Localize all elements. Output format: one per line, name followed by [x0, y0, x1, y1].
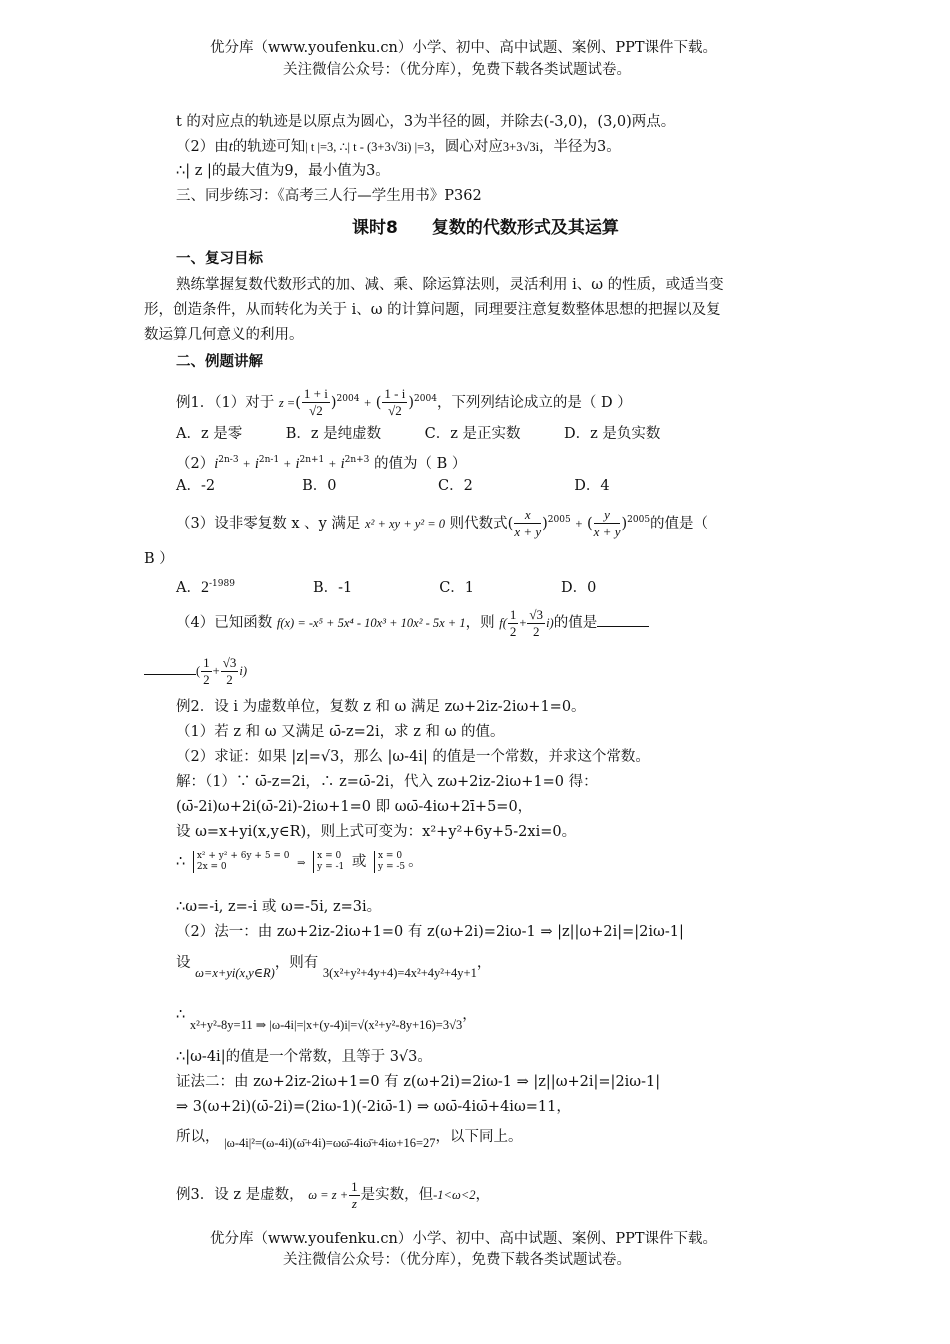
section-heading: 二、例题讲解	[176, 354, 263, 370]
text-fragment: ∴	[176, 854, 186, 870]
equation-system	[313, 851, 344, 873]
text-fragment: ，则有	[274, 955, 319, 971]
denominator: 2	[509, 623, 517, 639]
text-fragment: A．	[176, 579, 201, 596]
fraction	[201, 655, 212, 688]
math-fragment: i	[214, 455, 219, 472]
text-fragment: ，以下同上。	[435, 1129, 523, 1145]
math-fragment: i)	[546, 616, 554, 630]
footer-line-1: 优分库（www.youfenku.cn）小学、初中、高中试题、案例、PPT课件下载。	[210, 1231, 718, 1247]
numerator: 1 - i	[384, 386, 406, 402]
equation-system	[374, 851, 405, 873]
math-fragment: 2	[200, 578, 209, 596]
text-fragment: ∴	[176, 1007, 186, 1023]
example-1-options-3	[176, 574, 596, 598]
example-1-q2	[176, 450, 466, 474]
math-fragment: -1<ω<2	[433, 1188, 476, 1202]
math-fragment: 3(x²+y²+4y+4)=4x²+4y²+4y+1	[322, 966, 477, 980]
text-fragment: （2）	[176, 455, 215, 472]
text-fragment: （2）由	[176, 139, 229, 155]
text-fragment: （3）设非零复数 x 、y 满足	[176, 515, 361, 532]
text-fragment: 的轨迹可知	[232, 139, 306, 155]
solution-systems: ∴ x² + y² + 6y + 5 = 0 2x = 0 ⇒ x = 0 y = -1 或 x = 0 y = -5 。	[176, 851, 423, 872]
text-fragment: ，则	[465, 615, 495, 631]
text-fragment: 设	[176, 955, 191, 971]
math-fragment: z =	[278, 395, 296, 410]
example-3	[176, 1178, 490, 1212]
solution-line: ⇒ 3(ω+2i)(ω̄-2i)=(2iω-1)(-2iω̄-1) ⇒ ωω̄-4iω̄+4iω=11，	[176, 1099, 571, 1115]
math-fragment: 3+3√3i	[502, 140, 540, 154]
text-fragment: ，半径为3。	[539, 139, 621, 155]
math-fragment: +	[243, 456, 251, 471]
denominator: 2	[226, 671, 233, 687]
math-fragment: f(x) = -x⁵ + 5x⁴ - 10x³ + 10x² - 5x + 1	[276, 616, 466, 630]
example-1-options-2: A．-2 B．0 C．2 D．4	[176, 478, 610, 494]
denominator: x + y	[593, 524, 621, 540]
solution-line: 设 ω=x+yi(x,y∈R)，则上式可变为：x²+y²+6y+5-2xi=0。	[176, 824, 577, 840]
math-fragment: i	[295, 455, 300, 472]
exponent: -1989	[208, 579, 235, 589]
example-2-q2: （2）求证：如果 |z|=√3，那么 |ω-4i| 的值是一个常数，并求这个常数。	[176, 749, 650, 765]
denominator: √2	[388, 403, 402, 419]
answer-blank	[597, 626, 649, 627]
numerator: x	[514, 507, 541, 524]
exponent: 2n+3	[344, 455, 370, 465]
solution-line: （2）法一：由 zω+2iz-2iω+1=0 有 z(ω+2i)=2iω-1 ⇒ |z||ω+2i|=|2iω-1|	[176, 924, 684, 940]
math-fragment: +	[328, 456, 336, 471]
math-fragment: f(	[499, 616, 507, 630]
text-fragment: （4）已知函数	[176, 615, 273, 631]
math-fragment: | t |=3, ∴| t - (3+3√3i) |=3	[305, 140, 431, 154]
denominator: √2	[309, 403, 323, 419]
denominator: z	[351, 1195, 357, 1211]
math-fragment: ω = z +	[308, 1188, 349, 1202]
exponent: 2n-1	[258, 455, 280, 465]
math-fragment: x²+y²-8y=11 ⇒ |ω-4i|=|x+(y-4)i|=√(x²+y²-8y+16)=3√3	[189, 1018, 463, 1032]
text-fragment: 的值是	[553, 615, 598, 631]
text-fragment: 是实数，但	[360, 1187, 434, 1203]
text-fragment: ，	[476, 955, 492, 971]
exponent: 2005	[627, 515, 651, 525]
denominator: x + y	[514, 524, 542, 540]
footer-line-2: 关注微信公众号：（优分库），免费下载各类试题试卷。	[283, 1252, 631, 1268]
numerator: 1 + i	[303, 386, 328, 402]
denominator: 2	[203, 671, 210, 687]
math-fragment: i	[340, 455, 345, 472]
exponent: 2n+1	[299, 455, 325, 465]
text-fragment: ，	[475, 1187, 490, 1203]
header-line-1: 优分库（www.youfenku.cn）小学、初中、高中试题、案例、PPT课件下载。	[210, 40, 718, 56]
example-1-q4	[176, 606, 649, 640]
exponent: 2005	[547, 515, 571, 525]
text-fragment: 例1．（1）对于	[176, 394, 275, 411]
text-fragment: 例3．设 z 是虚数，	[176, 1187, 304, 1203]
numerator: √3	[529, 606, 544, 622]
system-row: x² + y² + 6y + 5 = 0	[196, 851, 290, 861]
text-line: t 的对应点的轨迹是以原点为圆心，3为半径的圆，并除去(-3,0)，(3,0)两点。	[176, 114, 676, 130]
numerator: √3	[222, 654, 237, 670]
fraction	[382, 386, 407, 419]
example-2: 例2．设 i 为虚数单位，复数 z 和 ω 满足 zω+2iz-2iω+1=0。	[176, 699, 586, 715]
math-fragment: |ω-4i|²=(ω-4i)(ω̄+4i)=ωω̄-4iω̄+4iω+16=27	[224, 1136, 436, 1150]
math-fragment: +	[364, 395, 372, 410]
numerator: 1	[509, 606, 517, 622]
fraction	[594, 507, 621, 540]
math-fragment: i)	[239, 664, 248, 678]
math-fragment: (	[196, 664, 201, 678]
denominator: 2	[532, 623, 540, 639]
system-row: x = 0	[378, 851, 403, 861]
solution-line	[176, 1002, 477, 1032]
solution-line: ∴ω=-i, z=-i 或 ω=-5i, z=3i。	[176, 899, 382, 915]
numerator: 1	[351, 1178, 358, 1194]
text-fragment: 所以，	[176, 1129, 220, 1145]
system-row: x = 0	[317, 851, 342, 861]
exponent: 2004	[414, 394, 437, 404]
math-fragment: +	[519, 616, 527, 630]
math-fragment: +	[575, 516, 583, 531]
math-fragment: t	[228, 139, 233, 155]
numerator: 1	[203, 654, 210, 670]
paragraph-line: 数运算几何意义的利用。	[144, 327, 304, 343]
solution-line	[176, 1124, 523, 1150]
math-fragment: x² + xy + y² = 0	[365, 516, 446, 531]
text-line: ∴| z |的最大值为9，最小值为3。	[176, 163, 390, 179]
text-line	[176, 137, 621, 157]
text-fragment: ，	[462, 1007, 477, 1023]
solution-line: 证法二：由 zω+2iz-2iω+1=0 有 z(ω+2i)=2iω-1 ⇒ |z||ω+2i|=|2iω-1|	[176, 1074, 661, 1090]
example-1-q3-answer: B ）	[144, 551, 174, 567]
fraction	[527, 607, 545, 640]
text-fragment: 的值是（	[650, 515, 709, 532]
solution-line: 解：（1）∵ ω̄-z=2i，∴ z=ω̄-2i，代入 zω+2iz-2iω+1=0 得：	[176, 774, 598, 790]
text-fragment: ，下列列结论成立的是（ D ）	[436, 394, 632, 411]
fraction	[514, 507, 541, 540]
lesson-title: 课时8 复数的代数形式及其运算	[352, 218, 619, 238]
example-1-q3: （3）设非零复数 x 、y 满足 x² + xy + y² = 0 则代数式( $\frac{x}{x + y}$ )$^{2005}$ + ( $\frac{y}{x + y}$ )$^{2005}$的值是（	[176, 507, 709, 540]
math-fragment: +	[212, 664, 220, 678]
section-sync-practice: 三、同步练习：《高考三人行—学生用书》P362	[176, 188, 482, 204]
example-2-q1: （1）若 z 和 ω 又满足 ω̄-z=2i，求 z 和 ω 的值。	[176, 724, 505, 740]
text-fragment: 则代数式	[449, 515, 508, 532]
fraction	[221, 655, 239, 688]
paragraph-line: 熟练掌握复数代数形式的加、减、乘、除运算法则，灵活利用 i、ω 的性质，或适当变	[176, 277, 724, 293]
text-fragment: 或	[351, 854, 367, 870]
text-fragment: B．-1 C．1 D．0	[312, 579, 597, 596]
math-fragment: +	[283, 456, 291, 471]
solution-line: (ω̄-2i)ω+2i(ω̄-2i)-2iω+1=0 即 ωω̄-4iω+2ī+5=0，	[176, 799, 533, 815]
math-fragment: i	[254, 455, 259, 472]
answer-blank	[144, 674, 196, 675]
example-1-q1: 例1．（1）对于 z =( $\frac{1 + i}{√2}$ )$^{2004}$ + ( $\frac{1 - i}{√2}$ )$^{2004}$，下列列结论成立的是（ D ）	[176, 386, 632, 419]
numerator: y	[594, 507, 621, 524]
fraction	[302, 386, 330, 419]
solution-line	[176, 950, 492, 980]
fraction	[349, 1179, 360, 1212]
exponent: 2n-3	[218, 455, 239, 465]
example-1-options: A．z 是零 B．z 是纯虚数 C．z 是正实数 D．z 是负实数	[176, 426, 661, 442]
fraction	[508, 607, 519, 640]
solution-line: ∴|ω-4i|的值是一个常数，且等于 3√3。	[176, 1049, 432, 1065]
exponent: 2004	[336, 394, 360, 404]
paragraph-line: 形，创造条件，从而转化为关于 i、ω 的计算问题，同理要注意复数整体思想的把握以及复	[144, 302, 721, 318]
equation-system	[193, 851, 290, 873]
example-1-q4-answer	[144, 654, 247, 688]
system-row: y = -5	[378, 862, 406, 872]
math-fragment: ω=x+yi(x,y∈R)	[195, 966, 275, 980]
text-fragment: 的值为（ B ）	[374, 455, 467, 472]
text-fragment: ，圆心对应	[430, 139, 503, 155]
header-line-2: 关注微信公众号：（优分库），免费下载各类试题试卷。	[283, 62, 631, 78]
section-heading: 一、复习目标	[176, 251, 263, 267]
math-fragment: ⇒	[297, 858, 306, 869]
system-row: 2x = 0	[196, 862, 227, 872]
system-row: y = -1	[317, 862, 345, 872]
